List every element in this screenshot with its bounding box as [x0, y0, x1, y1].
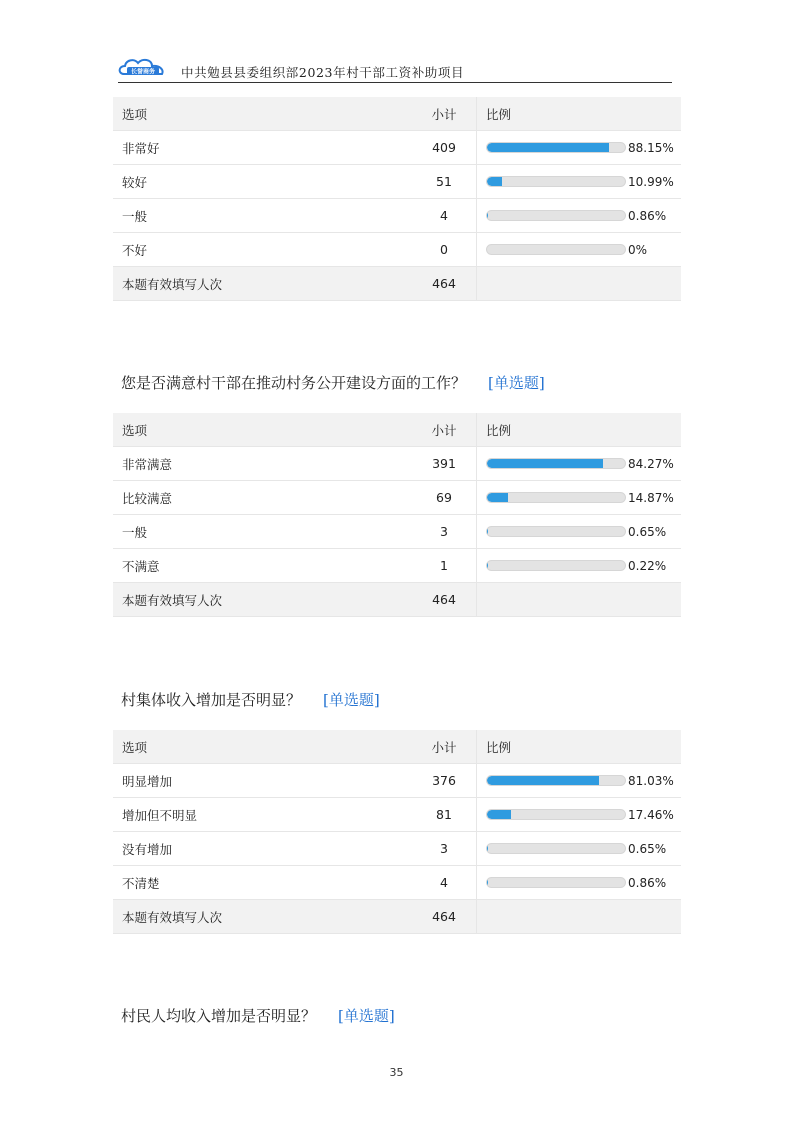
- company-logo: [118, 56, 168, 78]
- option-count: 0: [412, 233, 477, 267]
- total-count: 464: [412, 900, 477, 934]
- table-row: [113, 233, 681, 267]
- ratio-bar-fill: [487, 177, 502, 186]
- total-count: 464: [412, 583, 477, 617]
- question-text: 村集体收入增加是否明显？: [121, 691, 302, 709]
- option-percent: 81.03%: [628, 773, 674, 788]
- total-row: [113, 900, 681, 934]
- ratio-bar: [486, 526, 626, 537]
- option-label: 没有增加: [113, 832, 412, 866]
- option-percent: 0.65%: [628, 841, 667, 856]
- ratio-bar-fill: [487, 776, 599, 785]
- table-row: [113, 447, 681, 481]
- ratio-bar-fill: [487, 878, 488, 887]
- header-ratio: 比例: [477, 97, 682, 131]
- ratio-bar-fill: [487, 844, 488, 853]
- header-ratio: 比例: [477, 413, 682, 447]
- option-label: 明显增加: [113, 764, 412, 798]
- option-count: 1: [412, 549, 477, 583]
- table-row: [113, 515, 681, 549]
- table-row: [113, 165, 681, 199]
- option-percent: 0%: [628, 242, 648, 257]
- total-row: [113, 267, 681, 301]
- header-option: 选项: [113, 97, 412, 131]
- ratio-bar: [486, 877, 626, 888]
- option-count: 4: [412, 866, 477, 900]
- option-count: 69: [412, 481, 477, 515]
- option-label: 不清楚: [113, 866, 412, 900]
- ratio-bar-fill: [487, 810, 511, 819]
- question-type: [单选题]: [323, 691, 380, 709]
- ratio-bar: [486, 176, 626, 187]
- table-row: [113, 832, 681, 866]
- question-title: [121, 372, 545, 393]
- table-row: [113, 549, 681, 583]
- option-percent: 0.65%: [628, 524, 667, 539]
- svg-text:长誉商务: 长誉商务: [130, 68, 156, 76]
- header-option: 选项: [113, 730, 412, 764]
- header-title: 中共勉县县委组织部2023年村干部工资补助项目: [181, 65, 465, 80]
- option-label: 非常好: [113, 131, 412, 165]
- result-table-1: [113, 97, 681, 301]
- option-percent: 0.86%: [628, 208, 667, 223]
- ratio-bar: [486, 560, 626, 571]
- header-count: 小计: [412, 97, 477, 131]
- table-header-row: [113, 97, 681, 131]
- option-count: 4: [412, 199, 477, 233]
- table-header-row: [113, 413, 681, 447]
- ratio-bar: [486, 210, 626, 221]
- header-count: 小计: [412, 730, 477, 764]
- question-type: [单选题]: [488, 374, 545, 392]
- ratio-bar-fill: [487, 527, 488, 536]
- ratio-bar: [486, 809, 626, 820]
- result-table-3: [113, 730, 681, 934]
- option-count: 81: [412, 798, 477, 832]
- option-count: 3: [412, 515, 477, 549]
- ratio-bar: [486, 775, 626, 786]
- ratio-bar-fill: [487, 493, 508, 502]
- option-count: 51: [412, 165, 477, 199]
- option-label: 比较满意: [113, 481, 412, 515]
- option-count: 409: [412, 131, 477, 165]
- question-type: [单选题]: [338, 1007, 395, 1025]
- question-title: [121, 1005, 395, 1026]
- option-label: 不好: [113, 233, 412, 267]
- question-text: 村民人均收入增加是否明显？: [121, 1007, 317, 1025]
- ratio-bar: [486, 244, 626, 255]
- table-row: [113, 798, 681, 832]
- total-row: [113, 583, 681, 617]
- total-label: 本题有效填写人次: [113, 900, 412, 934]
- page-header: [118, 56, 672, 83]
- option-percent: 10.99%: [628, 174, 674, 189]
- table-row: [113, 866, 681, 900]
- ratio-bar-fill: [487, 211, 488, 220]
- table-header-row: [113, 730, 681, 764]
- ratio-bar-fill: [487, 459, 603, 468]
- option-label: 较好: [113, 165, 412, 199]
- option-count: 3: [412, 832, 477, 866]
- option-count: 376: [412, 764, 477, 798]
- option-count: 391: [412, 447, 477, 481]
- table-row: [113, 199, 681, 233]
- option-label: 一般: [113, 515, 412, 549]
- option-percent: 84.27%: [628, 456, 674, 471]
- table-row: [113, 764, 681, 798]
- option-percent: 88.15%: [628, 140, 674, 155]
- option-label: 不满意: [113, 549, 412, 583]
- table-row: [113, 131, 681, 165]
- ratio-bar: [486, 142, 626, 153]
- option-percent: 0.86%: [628, 875, 667, 890]
- option-label: 一般: [113, 199, 412, 233]
- header-option: 选项: [113, 413, 412, 447]
- result-table-2: [113, 413, 681, 617]
- option-label: 非常满意: [113, 447, 412, 481]
- ratio-bar: [486, 458, 626, 469]
- option-percent: 17.46%: [628, 807, 674, 822]
- ratio-bar: [486, 492, 626, 503]
- ratio-bar: [486, 843, 626, 854]
- header-ratio: 比例: [477, 730, 682, 764]
- table-row: [113, 481, 681, 515]
- option-percent: 14.87%: [628, 490, 674, 505]
- page-number: 35: [389, 1066, 404, 1079]
- total-label: 本题有效填写人次: [113, 267, 412, 301]
- option-percent: 0.22%: [628, 558, 667, 573]
- option-label: 增加但不明显: [113, 798, 412, 832]
- total-count: 464: [412, 267, 477, 301]
- question-text: 您是否满意村干部在推动村务公开建设方面的工作？: [121, 374, 467, 392]
- header-count: 小计: [412, 413, 477, 447]
- ratio-bar-fill: [487, 143, 609, 152]
- question-title: [121, 689, 380, 710]
- total-label: 本题有效填写人次: [113, 583, 412, 617]
